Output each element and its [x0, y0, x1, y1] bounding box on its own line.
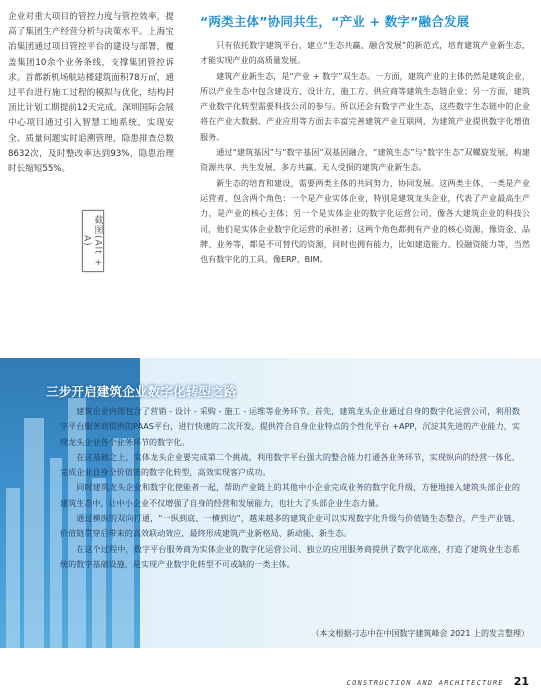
building-shape — [6, 488, 20, 648]
paragraph: 新生态的培育和建设，需要两类主体的共同努力，协同发展。这两类主体，一类是产业运营者，包含两个角色：一个是产业实体企业，特别是建筑龙头企业，代表了产业最高生产力，是产业的核心主体；另一个是实体企业的数字化运营公司，像各大建筑企业的科技公司，他们是实体企业数字化运营的承担者；这两个角色都拥有产业的核心资源，像资金、品牌、业务等，都是不可替代的资源，同时也拥有能力，比如建造能力、投融资能力等，当然也有数字化的工具，像ERP、BIM。 — [200, 177, 530, 265]
panel-text — [60, 404, 520, 572]
screenshot-tooltip[interactable] — [82, 210, 104, 272]
paragraph: 同时建筑龙头企业和数字化使能者一起，帮助产业链上的其他中小企业完成业务的数字化升级，方便地接入建筑头部企业的建筑生态中，让中小企业不仅增强了自身的经营和发展能力，也壮大了头部企业生态力量。 — [60, 482, 520, 508]
building-shape — [24, 418, 44, 648]
section-title: “两类主体”协同共生，“产业 + 数字”融合发展 — [200, 14, 470, 29]
screenshot-tooltip-label: 截图(Alt + A) — [81, 214, 103, 268]
left-column-text: 企业对重大项目的管控力度与管控效率，提高了集团生产经营分析与决策水平。上海宝冶集团通过项目管控平台的建设与部署，覆盖集团10余个业务条线，支撑集团管控诉求。首都新机场航站楼建筑面积78万㎡，通过平台进行施工过程的模拟与优化，结构封顶比计划工期提前12天完成。深圳国际会展中心项目通过引入智慧工地系统，实现安全、质量问题实时追溯管理，隐患排查总数8632次，及时整改率达到93%，隐患治理时长缩短55%。 — [8, 12, 174, 175]
paragraph: 建筑产业新生态，是“产业 + 数字”双生态。一方面，建筑产业的主体仍然是建筑企业，所以产业生态中包含建设方、设计方、施工方、供应商等建筑生态链企业；另一方面，建筑产业数字化转型需要科技公司的参与。所以还会有数字产业生态，这些数字生态链中的企业将在产业大数据、产业应用等方面去丰富完善建筑产业互联网，为建筑产业提供数字化增值服务。 — [200, 70, 530, 142]
panel-title: 三步开启建筑企业数字化转型之路 — [46, 384, 237, 399]
source-note: （本文根据刁志中在中国数字建筑峰会 2021 上的发言整理） — [311, 629, 529, 638]
page-footer — [347, 675, 529, 688]
magazine-label: CONSTRUCTION AND ARCHITECTURE — [346, 679, 504, 687]
left-column — [8, 10, 174, 177]
digital-transformation-panel — [0, 358, 541, 648]
paragraph: 在这基础之上，实体龙头企业要完成第二个挑战，利用数字平台强大的整合能力打通各业务环节，实现纵向的经营一体化，完成企业自身全价值链的数字化转型，高效实现客户成功。 — [60, 451, 520, 478]
paragraph: 通过“建筑基因”与“数字基因”双基因融合，“建筑生态”与“数字生态”双螺旋发展，构建资源共享、共生发展、多方共赢、无人受损的建筑产业新生态。 — [200, 147, 530, 173]
page-number: 21 — [513, 675, 529, 688]
paragraph: 在这个过程中，数字平台服务商为实体企业的数字化运营公司、独立的应用服务商提供了数字化底座，打造了建筑业生态系统的数字基础设施，是实现产业数字化转型不可或缺的一类主体。 — [60, 543, 520, 569]
paragraph: 只有依托数字建筑平台，建立“生态共赢、融合发展”的新范式，培育建筑产业新生态，才能实现产业的高质量发展。 — [200, 40, 530, 66]
paragraph: 建筑企业内部包含了营销 - 设计 - 采购 - 施工 - 运维等业务环节。首先，建筑龙头企业通过自身的数字化运营公司，利用数字平台服务商提供的PAAS平台，进行快速的二次开发，提供符合自身企业特点的个性化平台 +APP，沉淀其先进的产业能力，实现龙头企业各个业务环节的数字化。 — [60, 406, 520, 447]
paragraph: 通过横纵的双向打通，“一纵到底、一横到边”，越来越多的建筑企业可以实现数字化升级与价值链生态整合，产生产业链、价值链贯穿后带来的高效联动效应，最终形成建筑产业新格局、新动能、新生态。 — [60, 513, 520, 539]
section-two-subjects — [200, 10, 530, 267]
